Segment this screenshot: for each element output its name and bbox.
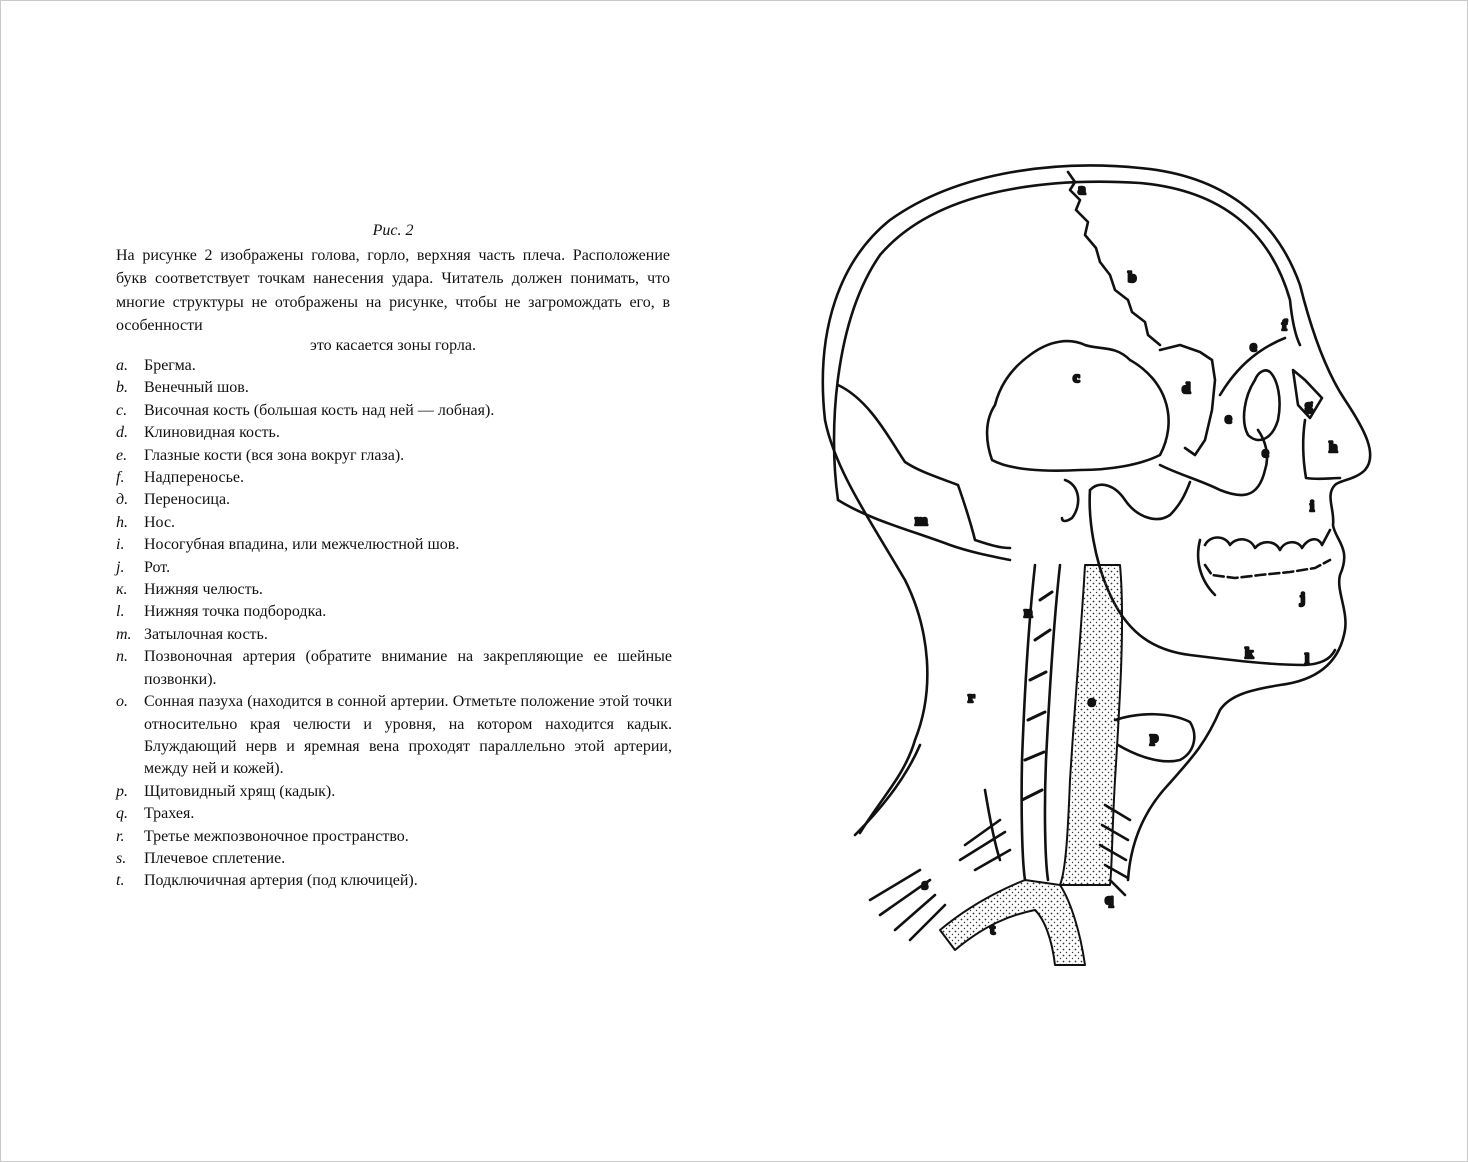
legend-item xyxy=(116,803,672,825)
legend-key: d. xyxy=(116,424,128,442)
label-n: n xyxy=(1024,605,1033,621)
legend-key: c. xyxy=(116,401,128,419)
legend-key: r. xyxy=(116,827,125,845)
legend-item xyxy=(116,826,672,848)
vertebra-marks xyxy=(1022,592,1052,800)
legend-key: a. xyxy=(116,357,128,374)
legend-text: Затылочная кость. xyxy=(144,625,268,643)
legend-key: n. xyxy=(116,648,128,666)
legend-text: Подключичная артерия (под ключицей). xyxy=(144,872,418,890)
label-f: f xyxy=(1282,318,1287,334)
head-neck-illustration xyxy=(855,160,1338,975)
legend-key: p. xyxy=(116,782,128,800)
legend-item xyxy=(116,400,672,422)
legend-item xyxy=(116,489,672,511)
label-a: a xyxy=(1078,182,1086,198)
label-t: t xyxy=(990,922,995,938)
temporal-bone-outline xyxy=(987,341,1169,471)
legend-item xyxy=(116,870,672,892)
figure-intro-last: это касается зоны горла. xyxy=(309,337,476,354)
legend-item xyxy=(116,579,672,601)
shoulder-line xyxy=(985,790,1000,860)
legend-key: j. xyxy=(116,558,125,576)
legend-item xyxy=(116,601,672,623)
legend-key: t. xyxy=(116,872,125,890)
legend-text: Щитовидный хрящ (кадык). xyxy=(144,782,336,800)
label-q: q xyxy=(1105,892,1114,908)
legend-item xyxy=(116,646,672,691)
legend-text: Венечный шов. xyxy=(144,379,249,397)
legend-text: Нижняя точка подбородка. xyxy=(144,603,327,621)
label-g: g xyxy=(1305,398,1313,414)
legend-text: Надпереносье. xyxy=(144,469,245,487)
legend-key: д. xyxy=(116,491,129,509)
legend-item xyxy=(116,512,672,534)
legend-item xyxy=(116,557,672,579)
legend-key: s. xyxy=(116,849,127,867)
legend-item xyxy=(116,781,672,803)
label-h: h xyxy=(1329,440,1338,456)
legend-key: m. xyxy=(116,625,132,643)
legend-key: q. xyxy=(116,805,128,823)
legend-text: Трахея. xyxy=(144,805,195,823)
legend-text: Третье межпозвоночное пространство. xyxy=(144,827,409,845)
label-e-1: e xyxy=(1250,339,1257,355)
legend-key: f. xyxy=(116,469,125,487)
legend-item xyxy=(116,377,672,399)
label-d: d xyxy=(1182,381,1191,397)
neck-back-line xyxy=(855,745,920,835)
legend-key: h. xyxy=(116,513,128,531)
label-c: c xyxy=(1073,370,1080,386)
legend-text: Глазные кости (вся зона вокруг глаза). xyxy=(144,446,405,464)
legend-item xyxy=(116,445,672,467)
legend-key: o. xyxy=(116,693,128,711)
label-o: o xyxy=(1088,694,1096,710)
legend-item xyxy=(116,422,672,444)
mandible-outline xyxy=(1090,482,1190,519)
label-i: i xyxy=(1310,499,1315,515)
legend-item xyxy=(116,691,672,781)
legend-text: Переносица. xyxy=(144,491,231,509)
legend-item xyxy=(116,624,672,646)
figure-caption: Рис. 2 xyxy=(372,222,414,239)
legend-item xyxy=(116,467,672,489)
label-r: r xyxy=(968,690,975,706)
zygomatic-outline xyxy=(1160,430,1267,495)
label-m: m xyxy=(915,513,928,529)
label-e-3: e xyxy=(1262,445,1269,461)
ear-outline xyxy=(1062,480,1078,521)
legend-text: Брегма. xyxy=(144,357,196,374)
carotid-artery xyxy=(1060,565,1122,885)
label-s: s xyxy=(922,877,928,893)
legend-text: Височная кость (большая кость над ней — лобная). xyxy=(144,401,495,419)
label-k: k xyxy=(1245,646,1254,662)
vertebral-column-right xyxy=(1045,565,1060,880)
legend-key: к. xyxy=(116,581,128,599)
legend-item xyxy=(116,848,672,870)
legend-item xyxy=(116,355,672,377)
legend-list xyxy=(116,355,672,893)
figure-intro: На рисунке 2 изображены голова, горло, верхняя часть плеча. Расположение букв соответствует точкам нанесения удара. Читатель должен понимать, что многие структуры не отображены на рисунке, чтобы не загромождать его, в особенности xyxy=(116,247,670,334)
legend-text: Нижняя челюсть. xyxy=(144,581,263,599)
label-j: j xyxy=(1300,591,1305,607)
legend-key: l. xyxy=(116,603,125,621)
legend-text: Нос. xyxy=(144,513,176,531)
legend-text: Рот. xyxy=(144,558,171,576)
legend-key: b. xyxy=(116,379,128,397)
label-p: p xyxy=(1150,730,1159,746)
legend-key: i. xyxy=(116,536,125,554)
label-l: l xyxy=(1305,652,1310,668)
legend-text: Позвоночная артерия (обратите внимание на закрепляющие ее шейные позвонки). xyxy=(144,648,672,688)
label-b: b xyxy=(1128,270,1137,286)
legend-item xyxy=(116,534,672,556)
legend-text: Носогубная впадина, или межчелюстной шов. xyxy=(144,536,460,554)
legend-text: Плечевое сплетение. xyxy=(144,849,286,867)
subclavian-artery xyxy=(940,880,1085,965)
label-e-2: e xyxy=(1225,411,1232,427)
legend-key: e. xyxy=(116,446,128,464)
sphenoid-outline xyxy=(1160,345,1215,455)
orbit-outline xyxy=(1244,370,1280,440)
legend-text: Сонная пазуха (находится в сонной артерии. Отметьте положение этой точки относительно края челюсти и уровня, на котором находится кадык. Блуждающий нерв и яремная вена проходят параллельно этой артерии, между ней и кожей). xyxy=(144,693,672,778)
legend-text: Клиновидная кость. xyxy=(144,424,280,442)
